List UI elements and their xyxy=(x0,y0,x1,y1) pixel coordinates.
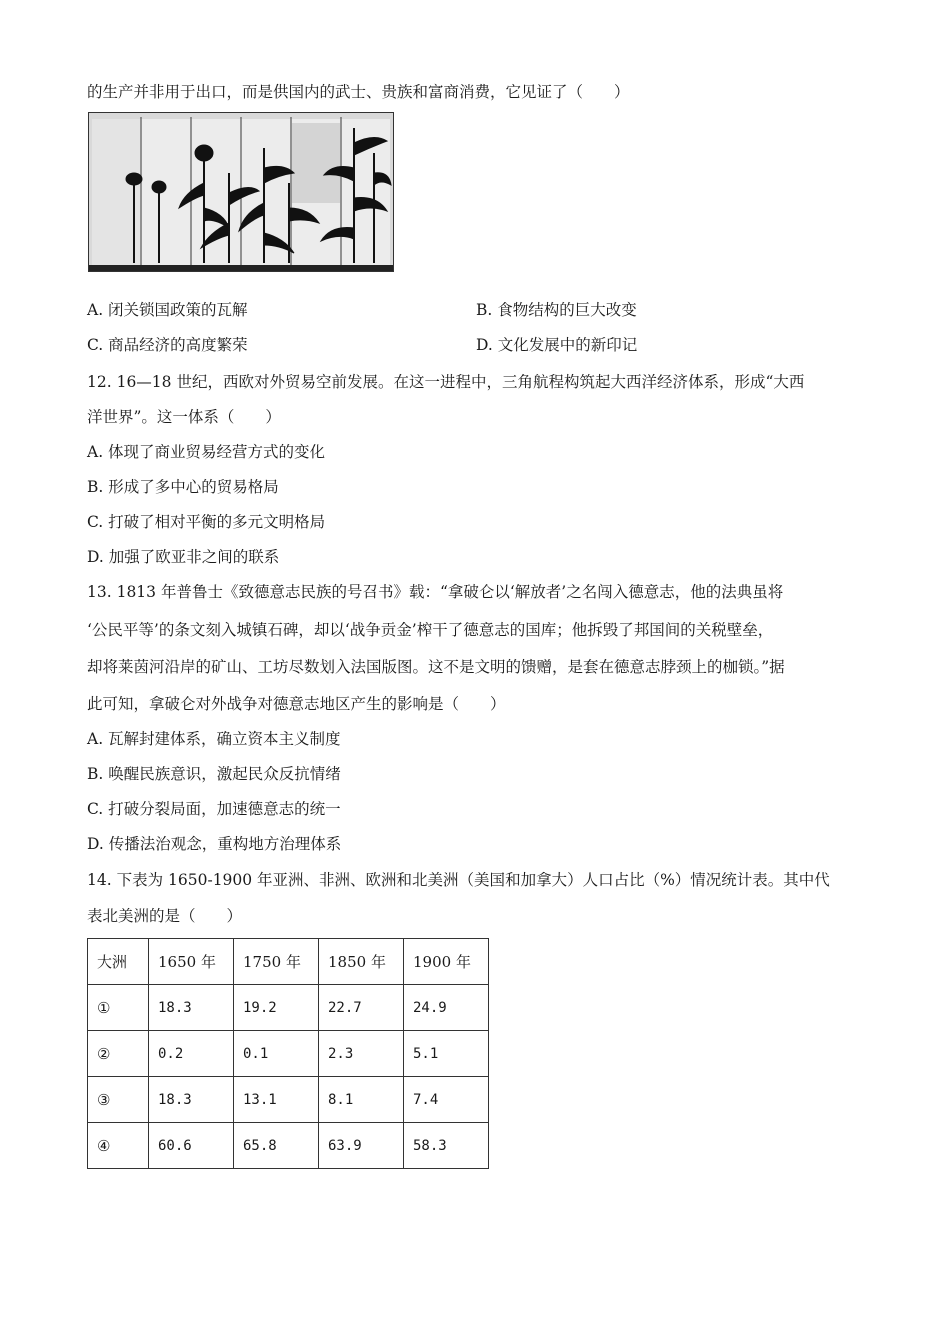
table-row xyxy=(88,1077,489,1123)
q13-option-b[interactable]: B. 唤醒民族意识，激起民众反抗情绪 xyxy=(87,765,341,783)
table-cell: 19.2 xyxy=(234,985,319,1031)
q14-stem-line-1: 14. 下表为 1650-1900 年亚洲、非洲、欧洲和北美洲（美国和加拿大）人口占比（%）情况统计表。其中代 xyxy=(87,871,830,889)
table-cell: 22.7 xyxy=(319,985,404,1031)
table-cell: 24.9 xyxy=(404,985,489,1031)
q13-stem-line-3: 却将莱茵河沿岸的矿山、工坊尽数划入法国版图。这不是文明的馈赠，是套在德意志脖颈上的枷锁。”据 xyxy=(87,658,785,676)
q13-stem-line-2: ‘公民平等’的条文刻入城镇石碑，却以‘战争贡金’榨干了德意志的国库；他拆毁了邦国间的关税壁垒， xyxy=(87,621,774,639)
table-cell: 13.1 xyxy=(234,1077,319,1123)
table-header-cell: 1900 年 xyxy=(404,939,489,985)
q13-stem-line-1: 13. 1813 年普鲁士《致德意志民族的号召书》载：“拿破仑以‘解放者’之名闯入德意志，他的法典虽将 xyxy=(87,583,784,601)
table-cell: ② xyxy=(88,1031,149,1077)
table-cell: 18.3 xyxy=(149,1077,234,1123)
table-cell: 5.1 xyxy=(404,1031,489,1077)
table-cell: 58.3 xyxy=(404,1123,489,1169)
folding-screen-illustration xyxy=(89,113,393,271)
q11-option-d[interactable]: D. 文化发展中的新印记 xyxy=(476,336,638,354)
q11-option-a[interactable]: A. 闭关锁国政策的瓦解 xyxy=(87,301,248,319)
table-cell: 0.1 xyxy=(234,1031,319,1077)
table-cell: 7.4 xyxy=(404,1077,489,1123)
q12-option-d[interactable]: D. 加强了欧亚非之间的联系 xyxy=(87,548,280,566)
q13-option-a[interactable]: A. 瓦解封建体系，确立资本主义制度 xyxy=(87,730,341,748)
q11-option-c[interactable]: C. 商品经济的高度繁荣 xyxy=(87,336,248,354)
table-row xyxy=(88,1031,489,1077)
table-cell: ① xyxy=(88,985,149,1031)
table-header-cell: 1750 年 xyxy=(234,939,319,985)
q11-option-b[interactable]: B. 食物结构的巨大改变 xyxy=(476,301,637,319)
q12-option-c[interactable]: C. 打破了相对平衡的多元文明格局 xyxy=(87,513,326,531)
table-cell: ④ xyxy=(88,1123,149,1169)
table-cell: 18.3 xyxy=(149,985,234,1031)
population-share-table xyxy=(87,938,489,1169)
table-header-cell: 1850 年 xyxy=(319,939,404,985)
q12-option-b[interactable]: B. 形成了多中心的贸易格局 xyxy=(87,478,279,496)
table-cell: 0.2 xyxy=(149,1031,234,1077)
q12-stem-line-1: 12. 16—18 世纪，西欧对外贸易空前发展。在这一进程中，三角航程构筑起大西洋经济体系，形成“大西 xyxy=(87,373,805,391)
folding-screen-painting xyxy=(88,112,394,272)
table-cell: 60.6 xyxy=(149,1123,234,1169)
table-row xyxy=(88,1123,489,1169)
q12-option-a[interactable]: A. 体现了商业贸易经营方式的变化 xyxy=(87,443,326,461)
table-header-row xyxy=(88,939,489,985)
q13-option-c[interactable]: C. 打破分裂局面，加速德意志的统一 xyxy=(87,800,341,818)
q13-stem-line-4: 此可知，拿破仑对外战争对德意志地区产生的影响是（ ） xyxy=(87,695,506,713)
table-cell: 2.3 xyxy=(319,1031,404,1077)
table-row xyxy=(88,985,489,1031)
table-cell: ③ xyxy=(88,1077,149,1123)
table-header-cell: 大洲 xyxy=(88,939,149,985)
q12-stem-line-2: 洋世界”。这一体系（ ） xyxy=(87,408,281,426)
q14-stem-line-2: 表北美洲的是（ ） xyxy=(87,907,243,925)
table-header-cell: 1650 年 xyxy=(149,939,234,985)
table-cell: 65.8 xyxy=(234,1123,319,1169)
table-cell: 63.9 xyxy=(319,1123,404,1169)
table-cell: 8.1 xyxy=(319,1077,404,1123)
q13-option-d[interactable]: D. 传播法治观念，重构地方治理体系 xyxy=(87,835,342,853)
q11-stem-tail: 的生产并非用于出口，而是供国内的武士、贵族和富商消费，它见证了（ ） xyxy=(87,83,630,101)
